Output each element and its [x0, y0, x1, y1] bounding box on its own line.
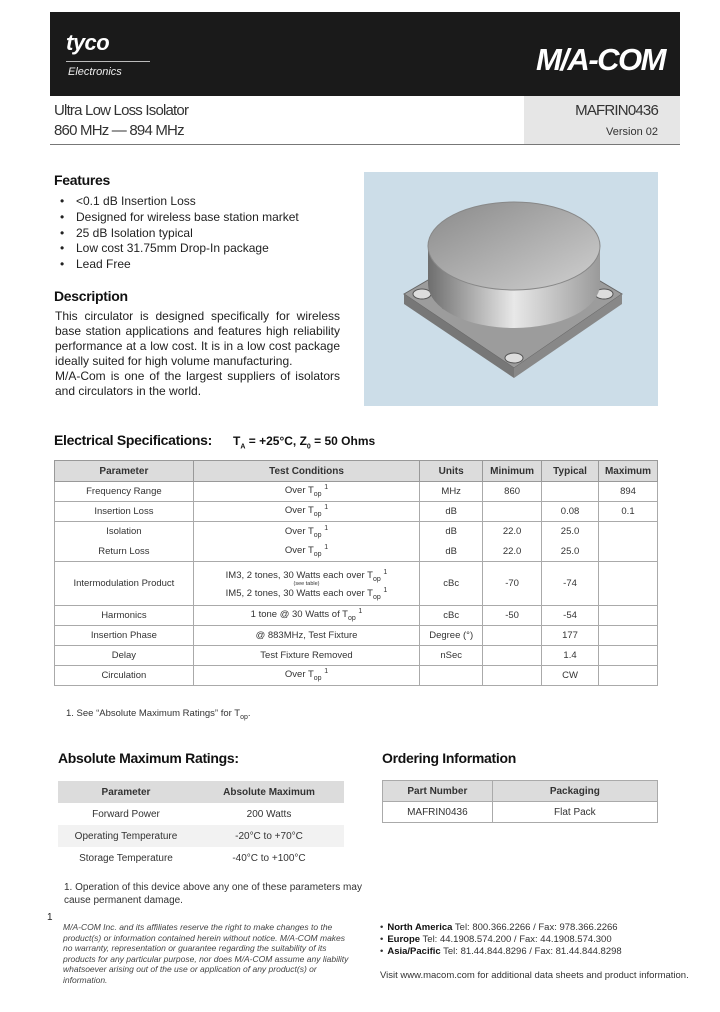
table-header-row — [383, 781, 658, 802]
features-list — [60, 194, 299, 273]
feature-item: • Low cost 31.75mm Drop-In package — [60, 241, 299, 257]
column-header: Units — [420, 461, 483, 482]
product-title: Ultra Low Loss Isolator — [54, 102, 189, 119]
part-number: MAFRIN0436 — [575, 102, 658, 119]
table-row: Storage Temperature -40°C to +100°C — [79, 852, 306, 864]
contact-item: • North America Tel: 800.366.2266 / Fax: 978.366.2266 — [380, 922, 622, 934]
table-row: Return Loss Over $T_{op}$ $^1$ dB 22.0 25.0 — [55, 542, 658, 562]
table-row: Insertion Phase @ 883MHz, Test Fixture Degree (°) 177 — [55, 626, 658, 646]
disclaimer-text: M/A-COM Inc. and its affiliates reserve the right to make changes to the product(s) or information contained herein without notice. M/A-COM makes no warranty, representation or guarantee regarding the suitability of its products for any particular purpose, nor does M/A-COM assume any liability whatsoever arising out of the use or application of any product(s) or information. — [63, 922, 349, 985]
tyco-logo: tyco — [66, 30, 110, 55]
contact-list — [380, 922, 622, 958]
header-rule — [50, 144, 680, 145]
feature-item: • 25 dB Isolation typical — [60, 226, 299, 242]
product-photo — [364, 172, 658, 406]
column-header: Parameter — [58, 781, 194, 803]
column-header: Test Conditions — [193, 461, 419, 482]
feature-item: • <0.1 dB Insertion Loss — [60, 194, 299, 210]
frequency-range-title: 860 MHz — 894 MHz — [54, 122, 184, 139]
table-row: Circulation Over $T_{op}$ $^1$ CW — [55, 666, 658, 686]
electrical-footnote: 1. See “Absolute Maximum Ratings” for $T_{op}$. — [66, 708, 251, 721]
absolute-max-footnote: 1. Operation of this device above any one of these parameters may cause permanent damage. — [64, 882, 362, 906]
table-row: Isolation Over $T_{op}$ $^1$ dB 22.0 25.0 — [55, 522, 658, 542]
column-header: Typical — [542, 461, 599, 482]
description-heading: Description — [54, 288, 128, 304]
website-link[interactable]: Visit www.macom.com for additional data sheets and product information. — [380, 970, 689, 981]
table-row: Operating Temperature -20°C to +70°C — [58, 825, 344, 847]
version-label: Version 02 — [606, 126, 658, 138]
electrical-specs-heading: Electrical Specifications: — [54, 432, 212, 448]
column-header: Maximum — [599, 461, 658, 482]
tyco-logo-divider — [66, 61, 150, 62]
contact-item: • Asia/Pacific Tel: 81.44.844.8296 / Fax: 81.44.844.8298 — [380, 946, 622, 958]
test-conditions-note: $T_A = +25^\circ C$, $Z_0 = 50$ Ohms — [233, 434, 376, 451]
contact-item: • Europe Tel: 44.1908.574.200 / Fax: 44.1908.574.300 — [380, 934, 622, 946]
table-header-row — [58, 781, 344, 803]
table-row: Delay Test Fixture Removed nSec 1.4 — [55, 646, 658, 666]
ordering-table — [382, 780, 658, 823]
tyco-logo-subtitle: Electronics — [68, 66, 122, 78]
description-text — [55, 309, 340, 399]
column-header: Absolute Maximum — [194, 781, 344, 803]
features-heading: Features — [54, 172, 110, 188]
table-row: Insertion Loss Over $T_{op}$ $^1$ dB 0.08 0.1 — [55, 502, 658, 522]
table-header-row — [55, 461, 658, 482]
table-row: Intermodulation Product IM3, 2 tones, 30 Watts each over $T_{op}$ $^1$ (see table) IM5, 2 tones, 30 Watts each over $T_{op}$ $^1$ cBc -70 -74 — [55, 562, 658, 606]
column-header: Parameter — [55, 461, 194, 482]
feature-item: • Designed for wireless base station market — [60, 210, 299, 226]
description-paragraph: This circulator is designed specifically for wireless base station applications and features high reliability performance at a low cost. It is in a low cost package ideally suited for high volume manufacturing. — [55, 309, 340, 368]
absolute-max-table — [58, 781, 344, 869]
column-header: Part Number — [383, 781, 493, 802]
description-paragraph: M/A-Com is one of the largest suppliers of isolators and circulators in the world. — [55, 369, 340, 398]
table-row: Forward Power 200 Watts — [92, 808, 292, 820]
absolute-max-heading: Absolute Maximum Ratings: — [58, 750, 239, 766]
table-row: MAFRIN0436 Flat Pack — [383, 802, 658, 823]
electrical-specs-table — [54, 460, 658, 686]
table-row: Harmonics 1 tone @ 30 Watts of $T_{op}$ $^1$ cBc -50 -54 — [55, 606, 658, 626]
page-number: 1 — [47, 912, 53, 923]
table-row: Frequency Range Over $T_{op}$ $^1$ MHz 860 894 — [55, 482, 658, 502]
column-header: Minimum — [483, 461, 542, 482]
macom-logo: M/A-COM — [536, 42, 665, 77]
feature-item: • Lead Free — [60, 257, 299, 273]
isolator-image — [364, 172, 658, 406]
column-header: Packaging — [492, 781, 657, 802]
ordering-heading: Ordering Information — [382, 750, 517, 766]
